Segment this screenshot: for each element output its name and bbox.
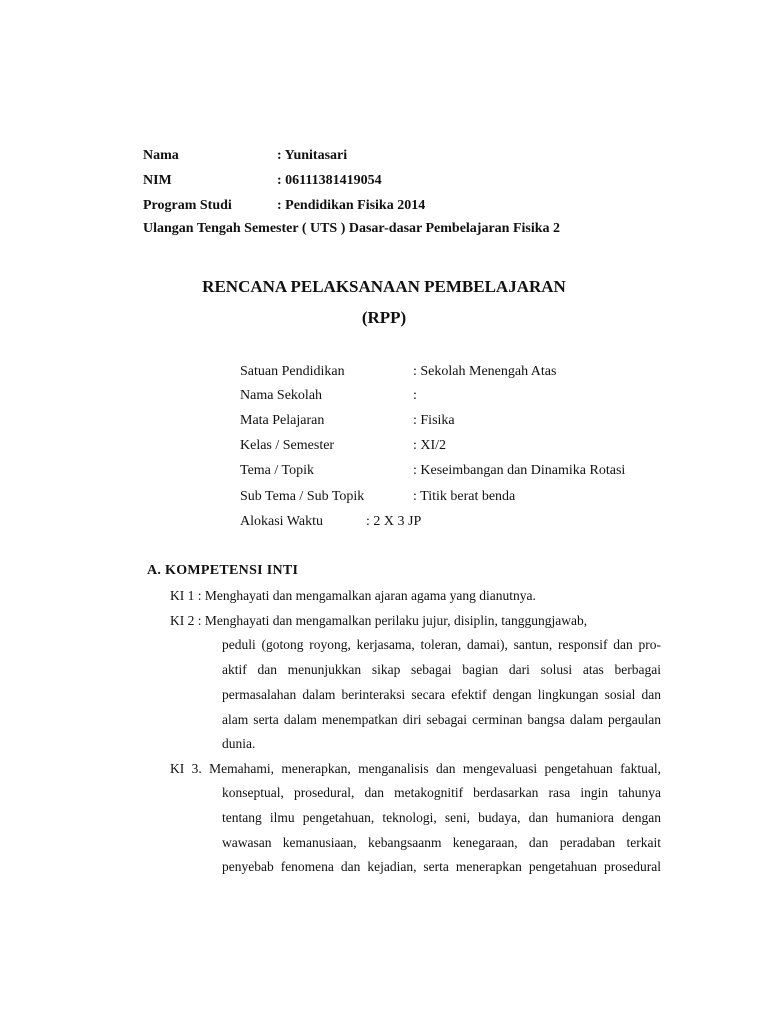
ki-3-line: tentang ilmu pengetahuan, teknologi, seni, budaya, dan humaniora dengan [222, 810, 661, 825]
identity-value: : Sekolah Menengah Atas [413, 364, 557, 379]
identity-row [240, 437, 446, 455]
identity-row [240, 462, 625, 480]
ki-2-line: peduli (gotong royong, kerjasama, toleran, damai), santun, responsif dan pro- [222, 637, 661, 652]
name-label: Nama [143, 148, 179, 163]
ki-3-line: wawasan kemanusiaan, kebangsaanm kenegaraan, dan peradaban terkait [222, 835, 661, 850]
ki-2-line: dunia. [222, 736, 256, 751]
document-subtitle: (RPP) [361, 308, 407, 327]
section-heading: A. KOMPETENSI INTI [147, 563, 299, 578]
program-label: Program Studi [143, 198, 232, 213]
identity-row [240, 513, 421, 531]
student-program-row [143, 197, 425, 215]
identity-value: : 2 X 3 JP [366, 514, 422, 529]
ki-1: KI 1 : Menghayati dan mengamalkan ajaran agama yang dianutnya. [170, 588, 536, 603]
identity-label: Mata Pelajaran [240, 413, 325, 428]
exam-title: Ulangan Tengah Semester ( UTS ) Dasar-dasar Pembelajaran Fisika 2 [143, 221, 561, 236]
identity-value: : [413, 388, 417, 403]
name-value: : Yunitasari [277, 148, 348, 163]
identity-row [240, 488, 515, 506]
identity-label: Tema / Topik [240, 463, 314, 478]
identity-value: : Keseimbangan dan Dinamika Rotasi [413, 463, 626, 478]
identity-value: : Fisika [413, 413, 455, 428]
identity-label: Satuan Pendidikan [240, 364, 345, 379]
identity-value: : Titik berat benda [413, 489, 516, 504]
identity-row [240, 363, 556, 381]
nim-value: : 06111381419054 [277, 173, 382, 188]
identity-label: Nama Sekolah [240, 388, 323, 403]
ki-3-line: penyebab fenomena dan kejadian, serta menerapkan pengetahuan prosedural [222, 859, 661, 874]
ki-3-line: konseptual, prosedural, dan metakognitif berdasarkan rasa ingin tahunya [222, 785, 661, 800]
ki-2-line: permasalahan dalam berinteraksi secara efektif dengan lingkungan sosial dan [222, 687, 661, 702]
document-title: RENCANA PELAKSANAAN PEMBELAJARAN [202, 277, 566, 296]
identity-row [240, 387, 417, 405]
identity-label: Sub Tema / Sub Topik [240, 489, 365, 504]
ki-2-first-line: KI 2 : Menghayati dan mengamalkan perilaku jujur, disiplin, tanggungjawab, [170, 613, 588, 628]
identity-label: Alokasi Waktu [240, 514, 323, 529]
ki-3-first-line: KI 3. Memahami, menerapkan, menganalisis dan mengevaluasi pengetahuan faktual, [170, 761, 661, 776]
student-nim-row [143, 172, 382, 190]
student-name-row [143, 147, 347, 165]
ki-2-line: alam serta dalam menempatkan diri sebagai cerminan bangsa dalam pergaulan [222, 712, 661, 727]
identity-label: Kelas / Semester [240, 438, 335, 453]
identity-value: : XI/2 [413, 438, 447, 453]
nim-label: NIM [143, 173, 172, 188]
identity-row [240, 412, 455, 430]
program-value: : Pendidikan Fisika 2014 [277, 198, 426, 213]
ki-2-line: aktif dan menunjukkan sikap sebagai bagian dari solusi atas berbagai [222, 662, 661, 677]
